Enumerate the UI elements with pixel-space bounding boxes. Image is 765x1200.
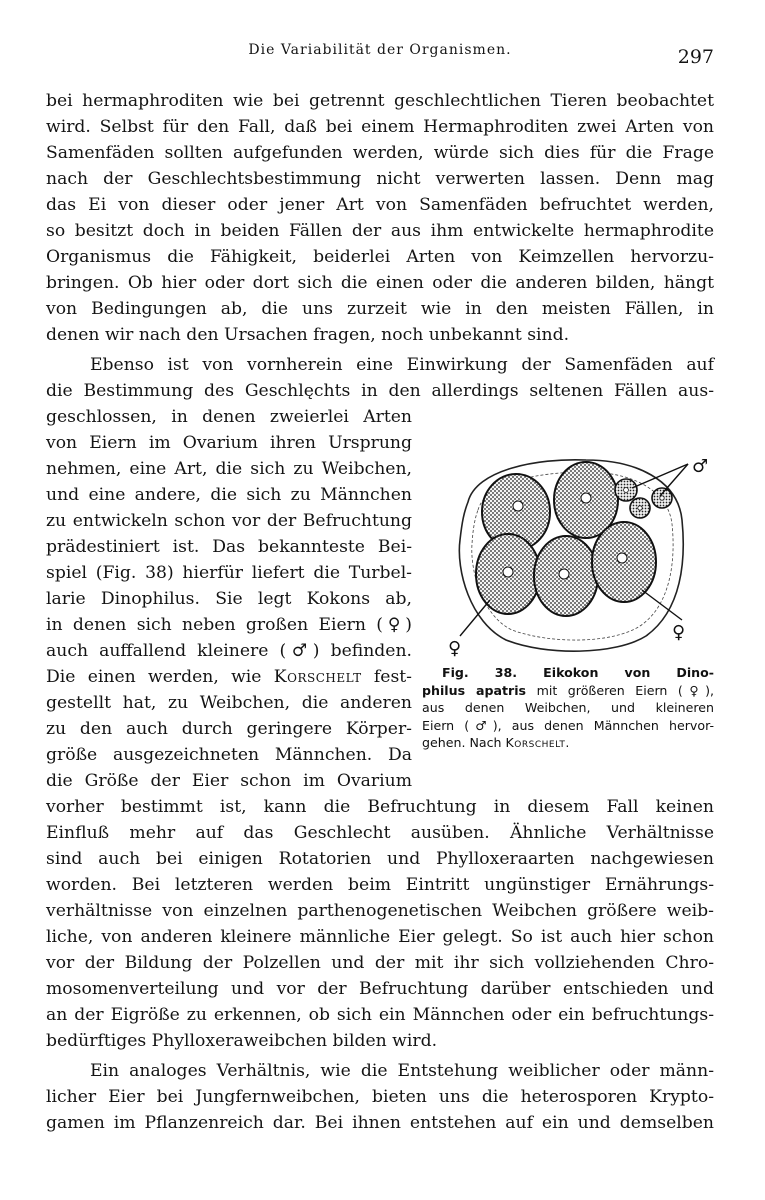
page-header (46, 42, 714, 72)
caption-title: Fig. 38. Eikokon von Dino- (442, 665, 714, 680)
caption-line (422, 664, 714, 682)
caption-text: gehen. Nach (422, 735, 502, 750)
author-name: Korschelt (273, 667, 362, 687)
text-line: nehmen, eine Art, die sich zu Weibchen, (46, 459, 412, 479)
text-line: licher Eier bei Jungfernweibchen, bieten uns die heterosporen Krypto- (46, 1087, 714, 1107)
egg-nucleus (559, 569, 569, 579)
text-line: vorher bestimmt ist, kann die Befruchtung in diesem Fall keinen (46, 797, 714, 817)
text-line: gamen im Pflanzenreich dar. Bei ihnen entstehen auf ein und demselben (46, 1113, 714, 1133)
text-line: Ein analoges Verhältnis, wie die Entstehung weiblicher oder männ- (90, 1061, 714, 1081)
caption-line (422, 682, 714, 700)
text-line: spiel (Fig. 38) hierfür liefert die Turbel- (46, 563, 412, 583)
text-line: zu entwickeln schon vor der Befruchtung (46, 511, 412, 531)
text-line: die Größe der Eier schon im Ovarium (46, 771, 412, 791)
text-line (46, 664, 412, 690)
text-line: und eine andere, die sich zu Männchen (46, 485, 412, 505)
text-line: von Bedingungen ab, die uns zurzeit wie in den meisten Fällen, in (46, 299, 714, 319)
text-line: larie Dinophilus. Sie legt Kokons ab, (46, 589, 412, 609)
text-line: liche, von anderen kleinere männliche Eier gelegt. So ist auch hier schon (46, 927, 714, 947)
text-line: Samenfäden sollten aufgefunden werden, würde sich dies für die Frage (46, 143, 714, 163)
egg-cocoon-figure (446, 450, 710, 665)
egg-nucleus (624, 488, 629, 493)
caption-text: mit größeren Eiern (♀), (536, 682, 715, 698)
text-line: gestellt hat, zu Weibchen, die anderen (46, 693, 412, 713)
text-line: mosomenverteilung und vor der Befruchtung darüber entschieden und (46, 979, 714, 999)
pointer-line (632, 464, 688, 488)
text-line: das Ei von dieser oder jener Art von Samenfäden befruchtet werden, (46, 195, 714, 215)
text-line: nach der Geschlechtsbestimmung nicht verwerten lassen. Denn mag (46, 169, 714, 189)
text-fragment: Die einen werden, wie (46, 667, 262, 687)
male-symbol-label: ♂ (692, 456, 709, 477)
caption-line (422, 734, 714, 752)
text-fragment: fest- (373, 667, 412, 687)
text-line: Organismus die Fähigkeit, beiderlei Arten von Keimzellen hervorzu- (46, 247, 714, 267)
egg-nucleus (617, 553, 627, 563)
text-line: geschlossen, in denen zweierlei Arten (46, 407, 412, 427)
text-line: auch auffallend kleinere (♂) befinden. (46, 641, 412, 661)
egg-nucleus (638, 506, 642, 510)
egg-nucleus (513, 501, 523, 511)
pointer-line (460, 600, 490, 636)
text-line: worden. Bei letzteren werden beim Eintritt ungünstiger Ernährungs- (46, 875, 714, 895)
text-line: denen wir nach den Ursachen fragen, noch unbekannt sind. (46, 325, 570, 345)
text-line: Ebenso ist von vornherein eine Einwirkung der Samenfäden auf (90, 355, 714, 375)
text-line: Einfluß mehr auf das Geschlecht ausüben. Ähnliche Verhältnisse (46, 823, 714, 843)
text-line: prädestiniert ist. Das bekannteste Bei- (46, 537, 412, 557)
caption-line: aus denen Weibchen, und kleineren (422, 700, 714, 715)
text-line: bei hermaphroditen wie bei getrennt geschlechtlichen Tieren beobachtet (46, 91, 714, 111)
egg-nucleus (503, 567, 513, 577)
pointer-line (660, 464, 688, 496)
text-line: bringen. Ob hier oder dort sich die einen oder die anderen bilden, hängt (46, 273, 714, 293)
text-line: wird. Selbst für den Fall, daß bei einem Hermaphroditen zwei Arten von (46, 117, 714, 137)
text-line: sind auch bei einigen Rotatorien und Phylloxeraarten nachgewiesen (46, 849, 714, 869)
female-symbol-label: ♀ (672, 622, 686, 643)
egg-nucleus (660, 496, 664, 500)
female-symbol-label: ♀ (448, 638, 462, 659)
text-line: von Eiern im Ovarium ihren Ursprung (46, 433, 412, 453)
page-number: 297 (677, 46, 714, 68)
running-title: Die Variabilität der Organismen. (248, 42, 512, 58)
text-line: zu den auch durch geringere Körper- (46, 719, 412, 739)
text-line: vor der Bildung der Polzellen und der mit ihr sich vollziehenden Chro- (46, 953, 714, 973)
text-line: in denen sich neben großen Eiern (♀) (46, 615, 412, 635)
text-line: so besitzt doch in beiden Fällen der aus ihm entwickelte hermaphrodite (46, 221, 714, 241)
text-line: die Bestimmung des Geschlęchts in den allerdings seltenen Fällen aus- (46, 381, 714, 401)
text-line: verhältnisse von einzelnen parthenogenetischen Weibchen größere weib- (46, 901, 714, 921)
figure-caption (422, 664, 714, 752)
caption-author: Korschelt. (505, 735, 570, 750)
caption-species: philus apatris (422, 682, 527, 698)
egg-nucleus (581, 493, 591, 503)
text-line: an der Eigröße zu erkennen, ob sich ein Männchen oder ein befruchtungs- (46, 1005, 714, 1025)
text-line: größe ausgezeichneten Männchen. Da (46, 745, 412, 765)
caption-line: Eiern (♂), aus denen Männchen hervor- (422, 717, 714, 733)
text-line: bedürftiges Phylloxeraweibchen bilden wird. (46, 1031, 438, 1051)
